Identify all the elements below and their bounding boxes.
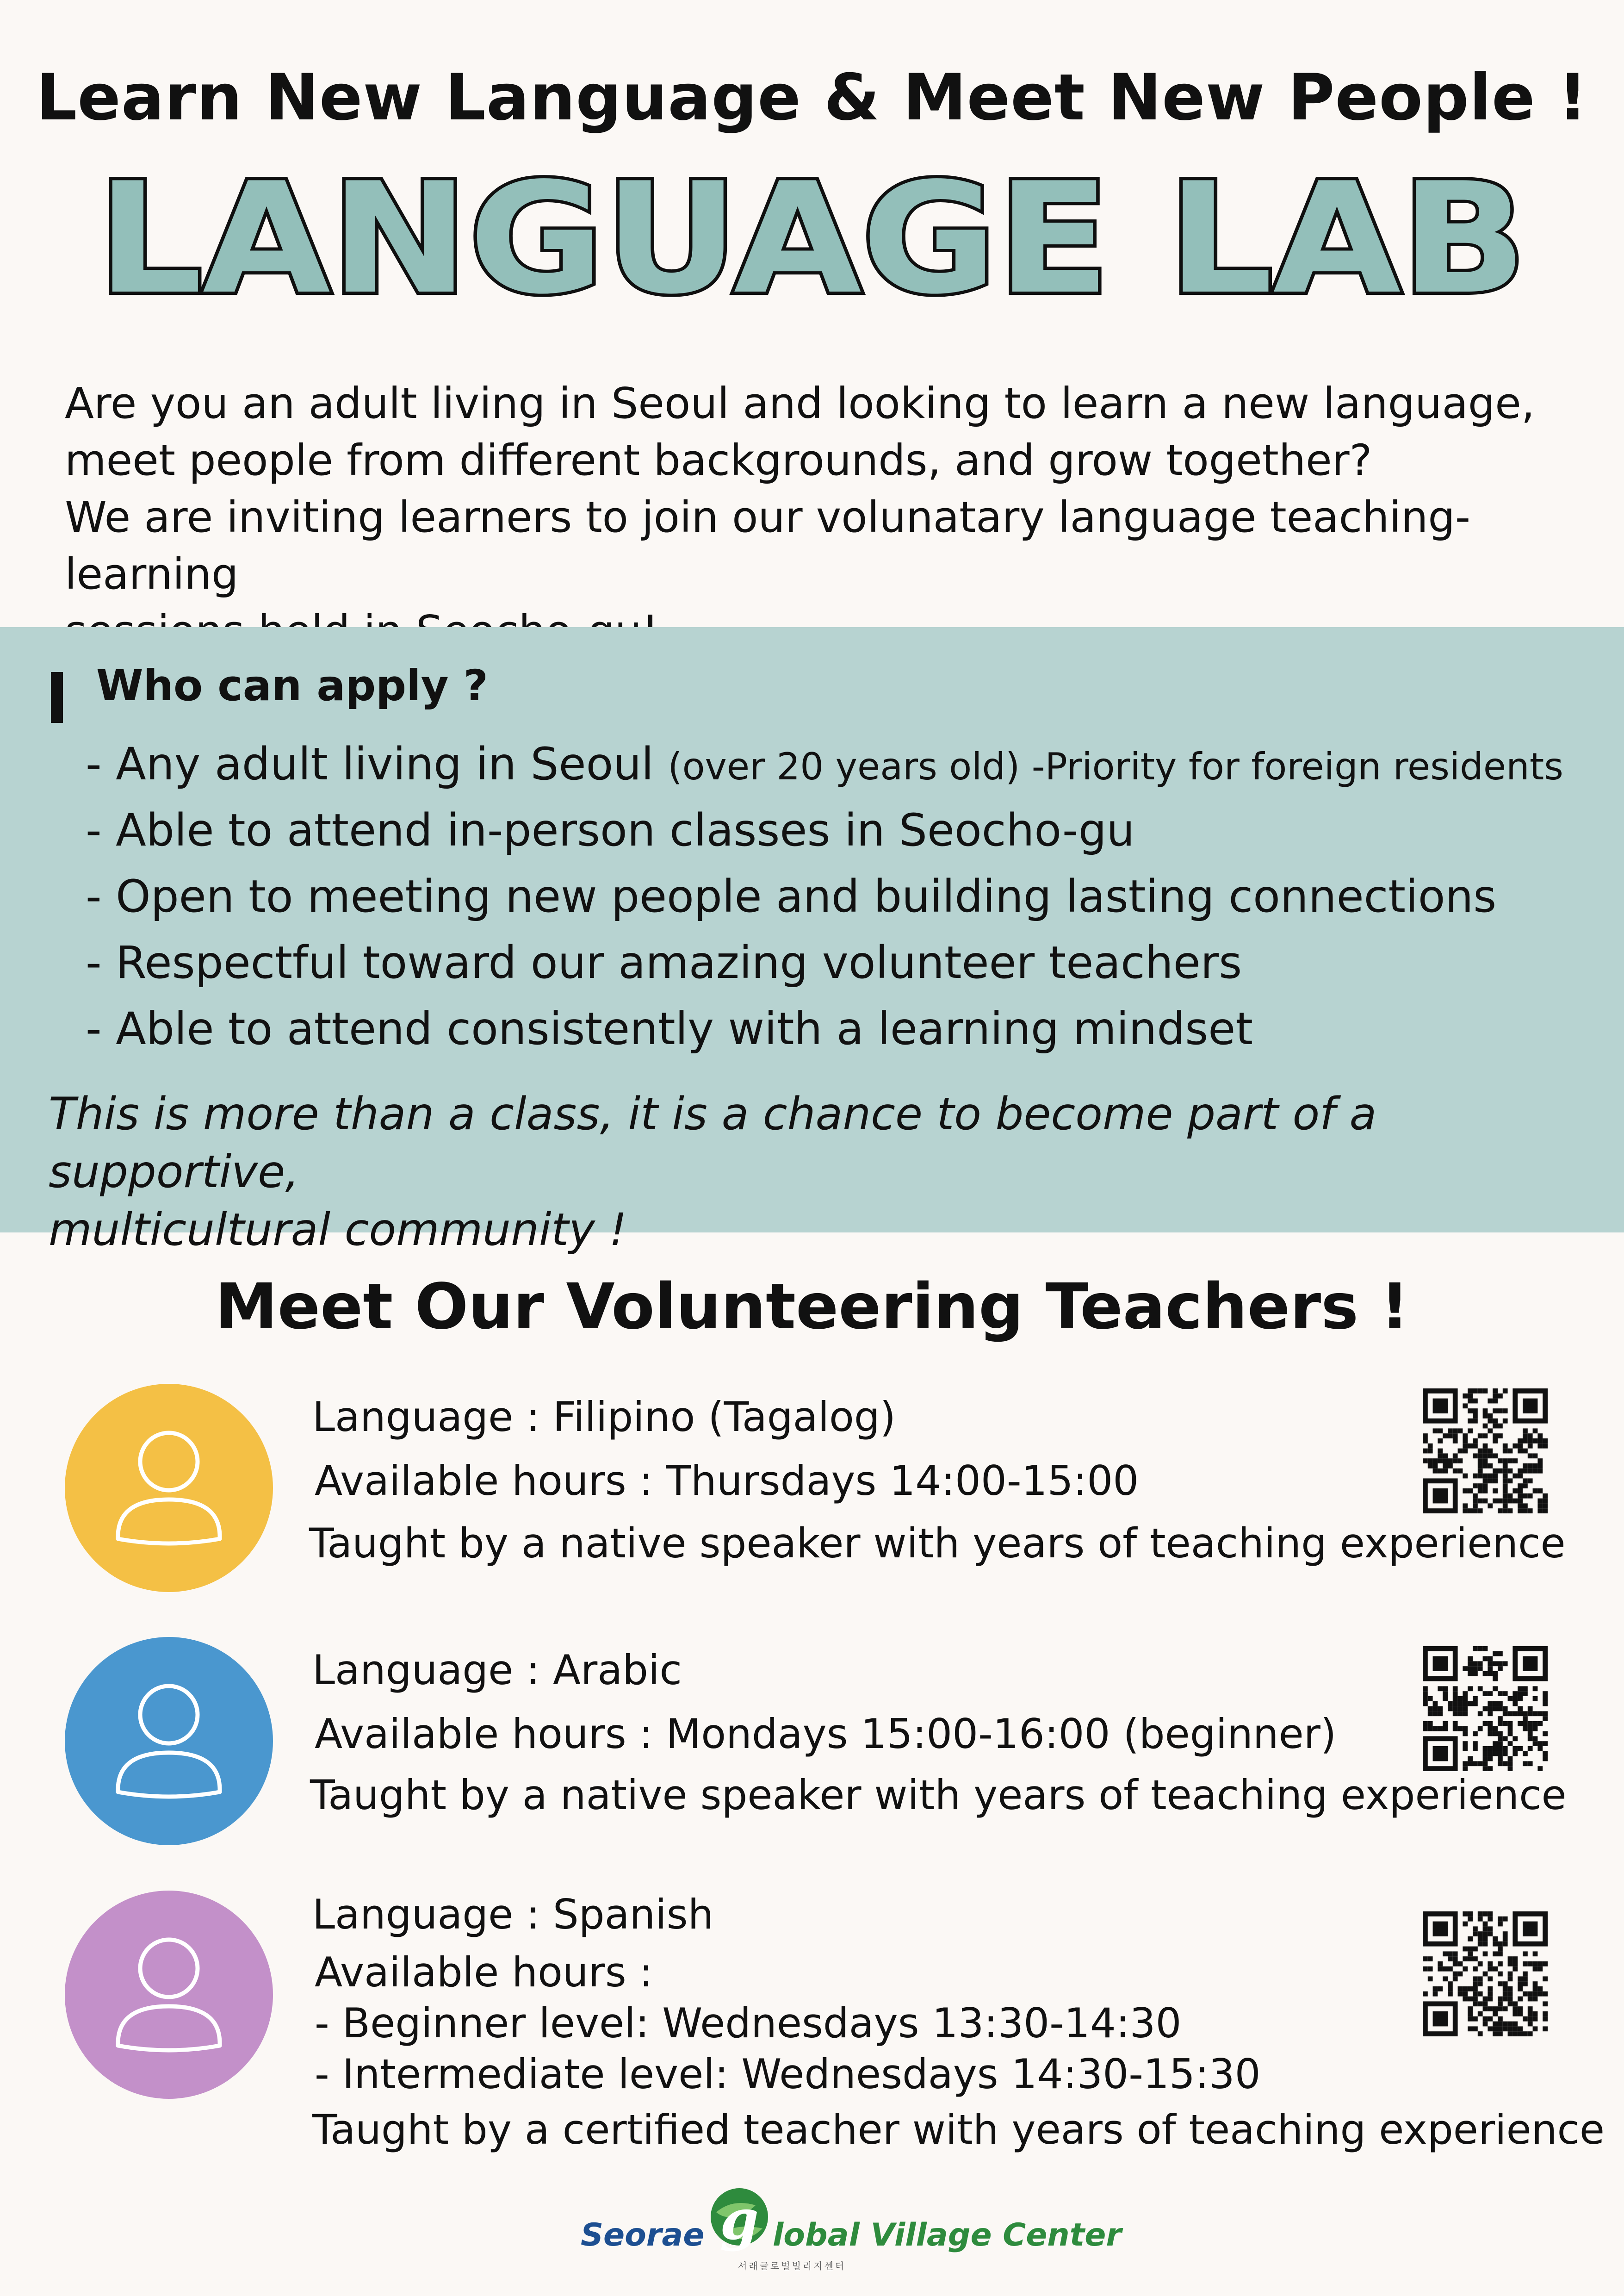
tagline: Learn New Language & Meet New People !	[36, 60, 1588, 135]
criterion-text: - Any adult living in Seoul	[86, 738, 668, 790]
teacher-hours-beginner: - Beginner level: Wednesdays 13:30-14:30	[315, 1999, 1182, 2047]
teacher-hours: Available hours :	[315, 1948, 653, 1996]
eligibility-list	[86, 731, 1612, 1062]
apply-heading: Who can apply ?	[96, 661, 489, 710]
logo-seorae: Seorae	[581, 2217, 705, 2253]
teacher-language: Language : Filipino (Tagalog)	[312, 1393, 896, 1441]
qr-code-icon[interactable]	[1423, 1646, 1548, 1771]
user-icon	[65, 1384, 273, 1592]
logo-text: lobal Village Center	[773, 2217, 1122, 2253]
teacher-language: Language : Arabic	[312, 1646, 682, 1694]
section-marker	[51, 672, 63, 723]
list-item: - Respectful toward our amazing volunteer teachers	[86, 937, 1242, 989]
teacher-language: Language : Spanish	[312, 1891, 714, 1938]
list-item: - Open to meeting new people and building lasting connections	[86, 871, 1497, 922]
teacher-hours: Available hours : Thursdays 14:00-15:00	[315, 1457, 1139, 1505]
user-icon	[65, 1637, 273, 1845]
hero-title-text: LANGUAGE LAB	[97, 157, 1527, 315]
avatar	[65, 1891, 273, 2099]
avatar	[65, 1637, 273, 1845]
teacher-hours: Available hours : Mondays 15:00-16:00 (beginner)	[315, 1710, 1337, 1758]
logo-korean: 서래글로벌빌리지센터	[738, 2260, 846, 2271]
user-icon	[65, 1891, 273, 2099]
intro-line: Are you an adult living in Seoul and looking to learn a new language,	[65, 379, 1535, 428]
qr-code-icon[interactable]	[1423, 1388, 1548, 1513]
hero-title	[0, 157, 1624, 315]
logo-letter: g	[720, 2187, 759, 2252]
list-item: - Able to attend in-person classes in Seocho-gu	[86, 804, 1135, 856]
qr-code-icon[interactable]	[1423, 1911, 1548, 2036]
teachers-heading: Meet Our Volunteering Teachers !	[215, 1270, 1409, 1344]
list-item	[86, 731, 1612, 797]
closing-line: multicultural community !	[49, 1204, 627, 1256]
intro-paragraph	[65, 375, 1592, 660]
avatar	[65, 1384, 273, 1592]
criterion-note: (over 20 years old) -Priority for foreign residents	[668, 745, 1563, 788]
intro-line: meet people from different backgrounds, and grow together?	[65, 436, 1372, 485]
list-item: - Able to attend consistently with a learning mindset	[86, 1003, 1253, 1055]
closing-statement	[49, 1085, 1599, 1259]
teacher-hours-intermediate: - Intermediate level: Wednesdays 14:30-15:30	[315, 2050, 1261, 2098]
intro-line: We are inviting learners to join our volunatary language teaching-learning	[65, 492, 1471, 599]
teacher-bio: Taught by a certified teacher with years of teaching experience	[312, 2106, 1605, 2153]
teacher-bio: Taught by a native speaker with years of teaching experience	[310, 1771, 1567, 1819]
center-logo	[581, 2184, 1122, 2277]
teacher-bio: Taught by a native speaker with years of teaching experience	[309, 1519, 1566, 1567]
closing-line: This is more than a class, it is a chance to become part of a supportive,	[49, 1088, 1377, 1198]
globe-icon	[705, 2184, 774, 2254]
